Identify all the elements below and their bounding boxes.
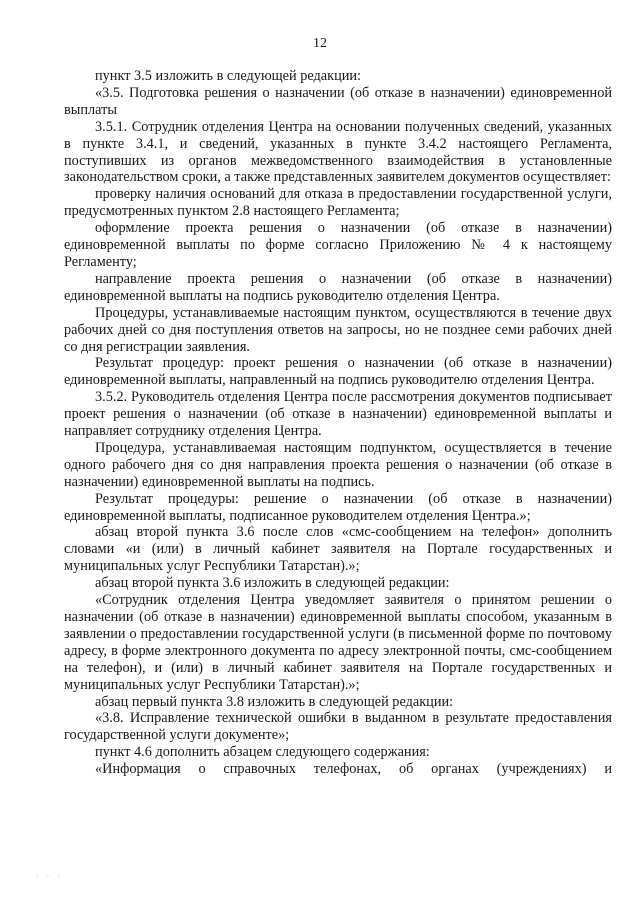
paragraph: абзац второй пункта 3.6 изложить в следующей редакции:: [95, 575, 450, 592]
paragraph: направление проекта решения о назначении (об отказе в назначении) единовременной выплаты на подпись руководителю отделения Центра.: [64, 270, 612, 304]
paragraph: абзац первый пункта 3.8 изложить в следующей редакции:: [95, 693, 454, 710]
paragraph: 3.5.1. Сотрудник отделения Центра на основании полученных сведений, указанных в пункте 3.4.1, и сведений, указанных в пункте 3.4.2 настоящего Регламента, поступивших из органов межведомственного взаимодействия в установленные законодательством сроки, а также представленных заявителем документов осуществляет:: [64, 118, 612, 186]
paragraph: «Информация о справочных телефонах, об органах (учреждениях) и: [95, 761, 612, 778]
paragraph: пункт 3.5 изложить в следующей редакции:: [95, 68, 362, 84]
paragraph: проверку наличия оснований для отказа в предоставлении государственной услуги, предусмотренных пунктом 2.8 настоящего Регламента;: [64, 186, 612, 220]
paragraph: абзац второй пункта 3.6 после слов «смс-сообщением на телефон» дополнить словами «и (или) в личный кабинет заявителя на Портале государственных и муниципальных услуг Республики Татарстан).»;: [64, 524, 612, 575]
paragraph: Процедура, устанавливаемая настоящим подпунктом, осуществляется в течение одного рабочего дня со дня направления проекта решения о назначении (об отказе в назначении) единовременной выплаты на подпись.: [64, 439, 612, 490]
paragraph: Результат процедуры: решение о назначении (об отказе в назначении) единовременной выплаты, подписанное руководителем отделения Центра.»;: [64, 490, 612, 524]
paragraph: «Сотрудник отделения Центра уведомляет заявителя о принятом решении о назначении (об отказе в назначении) единовременной выплаты способом, указанным в заявлении о предоставлении государственной услуги (в письменной форме по почтовому адресу, в форме электронного документа по адресу электронной почты, смс-сообщением на телефон), и (или) в личный кабинет заявителя на Портале государственных и муниципальных услуг Республики Татарстан).»;: [64, 592, 612, 693]
paragraph: Процедуры, устанавливаемые настоящим пунктом, осуществляются в течение двух рабочих дней со дня поступления ответов на запросы, но не позднее семи рабочих дней со дня регистрации заявления.: [64, 304, 612, 355]
paragraph: оформление проекта решения о назначении (об отказе в назначении) единовременной выплаты по форме согласно Приложению № 4 к настоящему Регламенту;: [64, 220, 612, 270]
document-body: [64, 68, 612, 778]
paragraph: пункт 4.6 дополнить абзацем следующего содержания:: [95, 744, 430, 761]
page-number: 12: [313, 36, 327, 51]
paragraph: «3.8. Исправление технической ошибки в выданном в результате предоставления государственной услуги документе»;: [64, 710, 612, 744]
section-heading: «3.5. Подготовка решения о назначении (об отказе в назначении) единовременной выплаты: [64, 84, 612, 118]
paragraph: Результат процедур: проект решения о назначении (об отказе в назначении) единовременной выплаты, направленный на подпись руководителю отделения Центра.: [64, 355, 612, 389]
scan-artifact: · · ·: [36, 872, 63, 881]
paragraph: 3.5.2. Руководитель отделения Центра после рассмотрения документов подписывает проект решения о назначении (об отказе в назначении) единовременной выплаты и направляет сотруднику отделения Центра.: [64, 389, 612, 440]
